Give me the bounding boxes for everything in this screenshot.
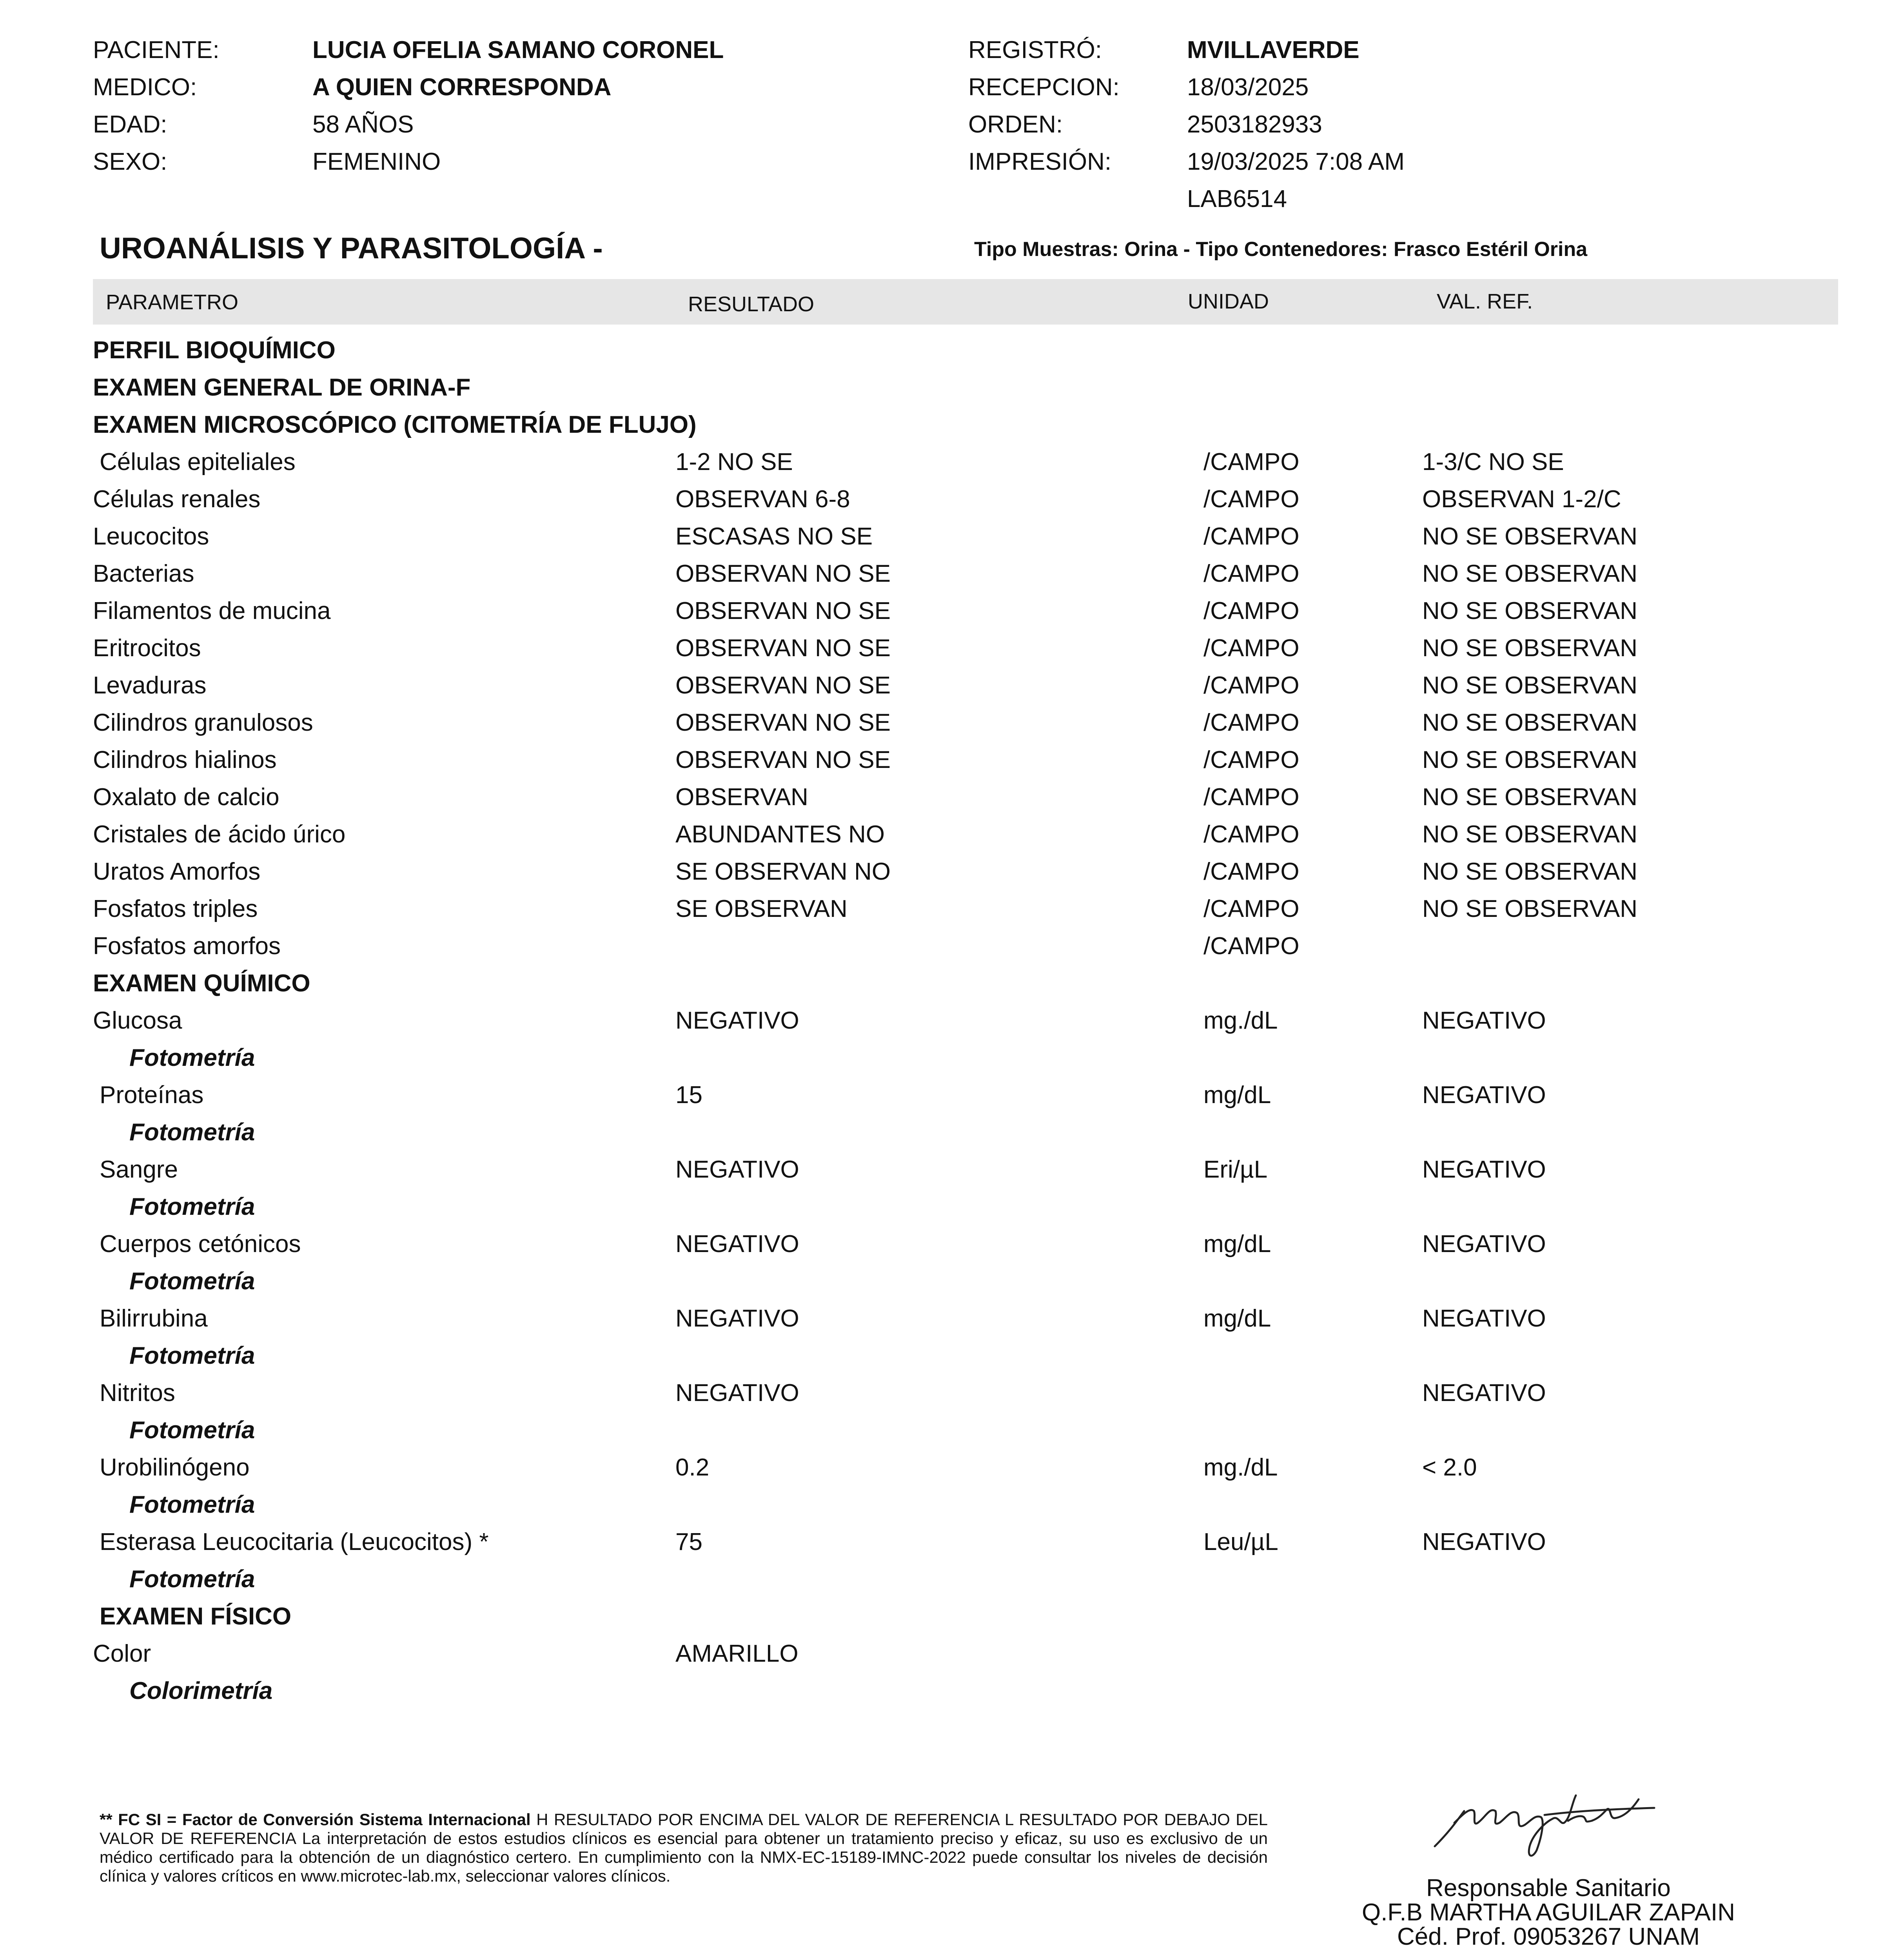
parameter-name: Bilirrubina: [100, 1305, 208, 1332]
result-value: OBSERVAN NO SE: [675, 746, 891, 773]
reference-value: NO SE OBSERVAN: [1422, 560, 1637, 587]
footer-note: [100, 1810, 1268, 1886]
parameter-name: Levaduras: [93, 672, 207, 699]
doctor-name: A QUIEN CORRESPONDA: [312, 74, 612, 101]
patient-label: PACIENTE:: [93, 36, 220, 64]
column-header-bar: [93, 279, 1838, 325]
reference-value: NO SE OBSERVAN: [1422, 895, 1637, 922]
patient-name: LUCIA OFELIA SAMANO CORONEL: [312, 36, 724, 64]
unit-value: /CAMPO: [1203, 709, 1300, 736]
age-label: EDAD:: [93, 111, 167, 138]
method-label: Colorimetría: [129, 1677, 273, 1704]
reference-value: NEGATIVO: [1422, 1528, 1546, 1555]
method-label: Fotometría: [129, 1342, 255, 1369]
order-number: 2503182933: [1187, 111, 1322, 138]
sex-label: SEXO:: [93, 148, 167, 175]
unit-value: mg/dL: [1203, 1230, 1271, 1258]
reference-value: 1-3/C NO SE: [1422, 448, 1564, 475]
parameter-name: Nitritos: [100, 1379, 175, 1406]
parameter-name: Urobilinógeno: [100, 1454, 250, 1481]
method-label: Fotometría: [129, 1417, 255, 1444]
method-label: Fotometría: [129, 1566, 255, 1593]
reference-value: NEGATIVO: [1422, 1305, 1546, 1332]
unit-value: /CAMPO: [1203, 672, 1300, 699]
unit-value: mg./dL: [1203, 1007, 1278, 1034]
reference-value: NEGATIVO: [1422, 1156, 1546, 1183]
unit-value: /CAMPO: [1203, 858, 1300, 885]
result-value: OBSERVAN: [675, 784, 808, 811]
result-value: ESCASAS NO SE: [675, 523, 873, 550]
reference-value: NO SE OBSERVAN: [1422, 672, 1637, 699]
parameter-name: Células renales: [93, 486, 261, 513]
reference-value: NO SE OBSERVAN: [1422, 858, 1637, 885]
section-examen-general: EXAMEN GENERAL DE ORINA-F: [93, 374, 471, 401]
result-value: AMARILLO: [675, 1640, 799, 1667]
parameter-name: Sangre: [100, 1156, 178, 1183]
parameter-name: Cilindros granulosos: [93, 709, 313, 736]
parameter-name: Cuerpos cetónicos: [100, 1230, 301, 1258]
unit-value: /CAMPO: [1203, 486, 1300, 513]
reference-value: NO SE OBSERVAN: [1422, 709, 1637, 736]
method-label: Fotometría: [129, 1044, 255, 1071]
reception-date: 18/03/2025: [1187, 74, 1309, 101]
reference-value: NO SE OBSERVAN: [1422, 784, 1637, 811]
unit-value: Eri/µL: [1203, 1156, 1268, 1183]
result-value: NEGATIVO: [675, 1156, 799, 1183]
result-value: SE OBSERVAN: [675, 895, 848, 922]
unit-value: mg/dL: [1203, 1082, 1271, 1109]
result-value: NEGATIVO: [675, 1230, 799, 1258]
unit-value: /CAMPO: [1203, 635, 1300, 662]
unit-value: /CAMPO: [1203, 784, 1300, 811]
unit-value: /CAMPO: [1203, 933, 1300, 960]
signature-license: Céd. Prof. 09053267 UNAM: [1397, 1923, 1700, 1950]
reference-value: < 2.0: [1422, 1454, 1477, 1481]
age-value: 58 AÑOS: [312, 111, 414, 138]
unit-value: /CAMPO: [1203, 560, 1300, 587]
result-value: 15: [675, 1082, 702, 1109]
parameter-name: Cilindros hialinos: [93, 746, 277, 773]
sample-info: Tipo Muestras: Orina - Tipo Contenedores: Frasco Estéril Orina: [974, 238, 1588, 261]
registered-value: MVILLAVERDE: [1187, 36, 1359, 64]
column-parametro: PARAMETRO: [106, 290, 239, 314]
result-value: 1-2 NO SE: [675, 448, 793, 475]
result-value: OBSERVAN NO SE: [675, 560, 891, 587]
reference-value: NEGATIVO: [1422, 1379, 1546, 1406]
reference-value: NO SE OBSERVAN: [1422, 597, 1637, 624]
signature-name: Q.F.B MARTHA AGUILAR ZAPAIN: [1361, 1899, 1735, 1926]
reference-value: NEGATIVO: [1422, 1230, 1546, 1258]
reference-value: NO SE OBSERVAN: [1422, 635, 1637, 662]
unit-value: /CAMPO: [1203, 448, 1300, 475]
reference-value: NEGATIVO: [1422, 1082, 1546, 1109]
result-value: OBSERVAN 6-8: [675, 486, 850, 513]
signature-image: [1427, 1772, 1658, 1862]
result-value: OBSERVAN NO SE: [675, 672, 891, 699]
section-examen-microscopico: EXAMEN MICROSCÓPICO (CITOMETRÍA DE FLUJO): [93, 411, 697, 438]
parameter-name: Color: [93, 1640, 151, 1667]
footer-note-text: H RESULTADO POR ENCIMA DEL VALOR DE REFERENCIA L RESULTADO POR DEBAJO DEL VALOR DE REFERENCIA La interpretación de estos estudios clínicos es esencial para obtener un tratamiento preciso y eficaz, su uso es exclusivo de un médico certificado para la obtención de un diagnóstico certero. En cumplimiento con la NMX-EC-15189-IMNC-2022 puede consultar los niveles de decisión clínica y valores críticos en www.microtec-lab.mx, seleccionar valores clínicos.: [100, 1810, 1268, 1885]
parameter-name: Filamentos de mucina: [93, 597, 331, 624]
method-label: Fotometría: [129, 1491, 255, 1518]
result-value: NEGATIVO: [675, 1305, 799, 1332]
reception-label: RECEPCION:: [968, 74, 1120, 101]
parameter-name: Glucosa: [93, 1007, 182, 1034]
column-resultado: RESULTADO: [688, 292, 815, 316]
parameter-name: Cristales de ácido úrico: [93, 821, 346, 848]
lab-code: LAB6514: [1187, 185, 1287, 212]
unit-value: mg./dL: [1203, 1454, 1278, 1481]
signature-role: Responsable Sanitario: [1426, 1875, 1671, 1902]
reference-value: NO SE OBSERVAN: [1422, 523, 1637, 550]
footer-note-bold: ** FC SI = Factor de Conversión Sistema Internacional: [100, 1810, 531, 1829]
method-label: Fotometría: [129, 1268, 255, 1295]
doctor-label: MEDICO:: [93, 74, 197, 101]
parameter-name: Leucocitos: [93, 523, 209, 550]
section-examen-quimico: EXAMEN QUÍMICO: [93, 970, 310, 997]
method-label: Fotometría: [129, 1193, 255, 1220]
parameter-name: Eritrocitos: [93, 635, 201, 662]
order-label: ORDEN:: [968, 111, 1063, 138]
method-label: Fotometría: [129, 1119, 255, 1146]
unit-value: /CAMPO: [1203, 895, 1300, 922]
result-value: 0.2: [675, 1454, 710, 1481]
report-title: UROANÁLISIS Y PARASITOLOGÍA -: [100, 232, 603, 265]
print-label: IMPRESIÓN:: [968, 148, 1112, 175]
parameter-name: Oxalato de calcio: [93, 784, 280, 811]
parameter-name: Fosfatos amorfos: [93, 933, 281, 960]
unit-value: Leu/µL: [1203, 1528, 1278, 1555]
parameter-name: Fosfatos triples: [93, 895, 258, 922]
unit-value: /CAMPO: [1203, 597, 1300, 624]
sex-value: FEMENINO: [312, 148, 441, 175]
parameter-name: Células epiteliales: [100, 448, 296, 475]
result-value: NEGATIVO: [675, 1379, 799, 1406]
registered-label: REGISTRÓ:: [968, 36, 1102, 64]
unit-value: /CAMPO: [1203, 523, 1300, 550]
column-val-ref: VAL. REF.: [1437, 290, 1533, 313]
parameter-name: Uratos Amorfos: [93, 858, 261, 885]
signature-block: [1294, 1876, 1803, 1949]
reference-value: NEGATIVO: [1422, 1007, 1546, 1034]
parameter-name: Esterasa Leucocitaria (Leucocitos) *: [100, 1528, 489, 1555]
unit-value: /CAMPO: [1203, 746, 1300, 773]
parameter-name: Proteínas: [100, 1082, 204, 1109]
unit-value: mg/dL: [1203, 1305, 1271, 1332]
result-value: OBSERVAN NO SE: [675, 709, 891, 736]
result-value: ABUNDANTES NO: [675, 821, 885, 848]
column-unidad: UNIDAD: [1188, 290, 1269, 313]
result-value: NEGATIVO: [675, 1007, 799, 1034]
result-value: 75: [675, 1528, 702, 1555]
result-value: OBSERVAN NO SE: [675, 597, 891, 624]
section-perfil-bioquimico: PERFIL BIOQUÍMICO: [93, 337, 336, 364]
section-examen-fisico: EXAMEN FÍSICO: [100, 1603, 292, 1630]
reference-value: NO SE OBSERVAN: [1422, 821, 1637, 848]
reference-value: NO SE OBSERVAN: [1422, 746, 1637, 773]
print-datetime: 19/03/2025 7:08 AM: [1187, 148, 1405, 175]
unit-value: /CAMPO: [1203, 821, 1300, 848]
parameter-name: Bacterias: [93, 560, 194, 587]
result-value: SE OBSERVAN NO: [675, 858, 891, 885]
reference-value: OBSERVAN 1-2/C: [1422, 486, 1621, 513]
result-value: OBSERVAN NO SE: [675, 635, 891, 662]
